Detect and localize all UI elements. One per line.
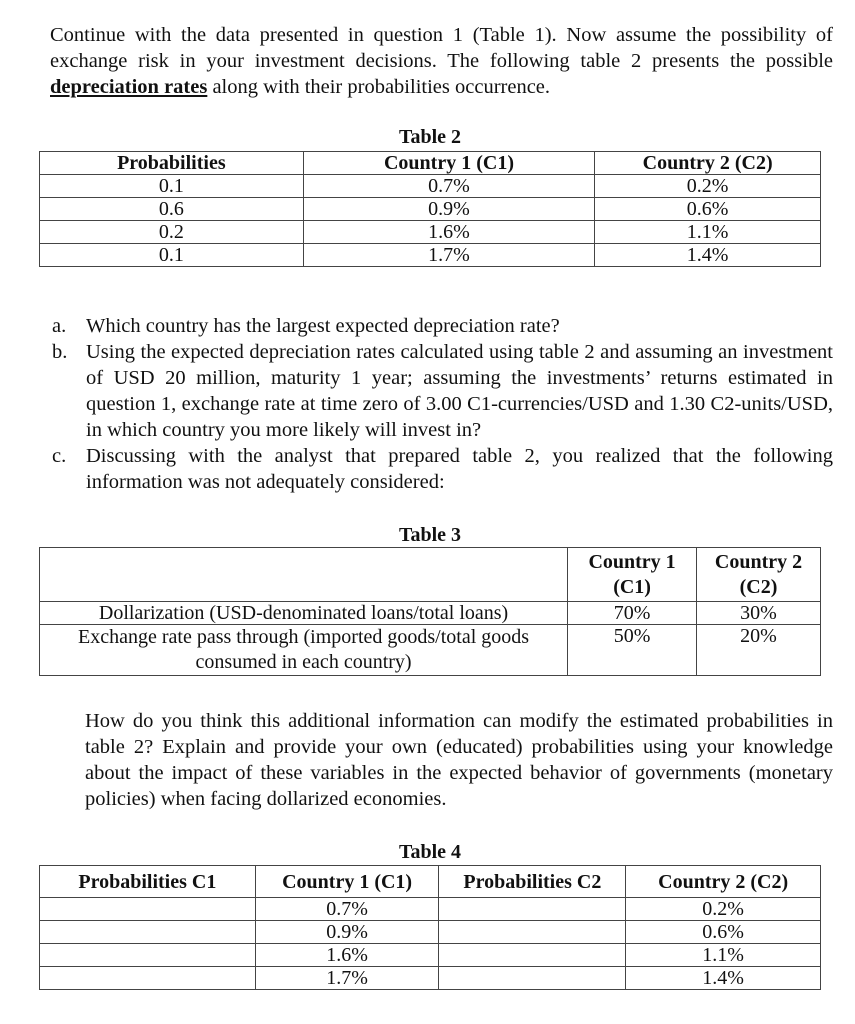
cell: 30% — [697, 602, 821, 625]
cell: 1.1% — [595, 221, 821, 244]
intro-emphasis: depreciation rates — [50, 76, 208, 98]
cell: 0.2% — [595, 175, 821, 198]
table-row — [40, 625, 821, 676]
cell: 1.4% — [595, 244, 821, 267]
table3-header: Country 2 (C2) — [697, 548, 821, 602]
question-c — [52, 443, 833, 495]
table4 — [39, 865, 821, 990]
intro-text-end: along with their probabilities occurrence. — [207, 76, 551, 98]
table4-header: Probabilities C2 — [439, 866, 626, 898]
table4-header: Country 1 (C1) — [255, 866, 439, 898]
table-row — [40, 898, 821, 921]
cell: 0.9% — [303, 198, 595, 221]
cell: 0.9% — [255, 921, 439, 944]
followup-paragraph — [85, 708, 833, 812]
table3 — [39, 547, 821, 676]
table3-header: Country 1 (C1) — [568, 548, 697, 602]
table4-header-row — [40, 866, 821, 898]
table2-header: Country 1 (C1) — [303, 152, 595, 175]
question-list — [52, 313, 833, 495]
cell: 0.7% — [255, 898, 439, 921]
cell-empty[interactable] — [439, 944, 626, 967]
cell-empty[interactable] — [40, 967, 256, 990]
cell: 0.1 — [40, 175, 304, 198]
table-row — [40, 198, 821, 221]
cell: 0.7% — [303, 175, 595, 198]
list-marker: b. — [52, 341, 68, 363]
cell-empty[interactable] — [40, 921, 256, 944]
table-row — [40, 244, 821, 267]
cell-empty[interactable] — [439, 967, 626, 990]
cell: 1.6% — [303, 221, 595, 244]
table3-caption: Table 3 — [398, 524, 462, 546]
cell-empty[interactable] — [40, 944, 256, 967]
cell: 50% — [568, 625, 697, 676]
cell-empty[interactable] — [439, 921, 626, 944]
question-text: Using the expected depreciation rates calculated using table 2 and assuming an investment of USD 20 million, maturity 1 year; assuming the investments’ returns estimated in question 1, exchange rate at time zero of 3.00 C1-currencies/USD and 1.30 C2-units/USD, in which country you more likely will invest in? — [86, 341, 833, 441]
table-row — [40, 175, 821, 198]
table2 — [39, 151, 821, 267]
table2-header: Probabilities — [40, 152, 304, 175]
table-row — [40, 944, 821, 967]
question-b — [52, 339, 833, 443]
cell: 20% — [697, 625, 821, 676]
cell: 1.6% — [255, 944, 439, 967]
table4-header: Country 2 (C2) — [626, 866, 821, 898]
cell: 0.6 — [40, 198, 304, 221]
cell: 0.1 — [40, 244, 304, 267]
table2-header: Country 2 (C2) — [595, 152, 821, 175]
cell: 1.4% — [626, 967, 821, 990]
cell: 0.2% — [626, 898, 821, 921]
table2-caption: Table 2 — [398, 126, 462, 148]
table-row — [40, 921, 821, 944]
cell-empty[interactable] — [439, 898, 626, 921]
cell: Dollarization (USD-denominated loans/total loans) — [40, 602, 568, 625]
question-a — [52, 313, 833, 339]
cell-empty[interactable] — [40, 898, 256, 921]
cell: 1.7% — [303, 244, 595, 267]
intro-paragraph — [50, 22, 833, 100]
followup-text: How do you think this additional information can modify the estimated probabilities in table 2? Explain and provide your own (educated) probabilities using your knowledge about the impact of these variables in the expected behavior of governments (monetary policies) when facing dollarized economies. — [85, 710, 833, 810]
cell: 1.7% — [255, 967, 439, 990]
question-text: Which country has the largest expected depreciation rate? — [86, 315, 560, 337]
table2-header-row — [40, 152, 821, 175]
cell: 0.6% — [626, 921, 821, 944]
table-row — [40, 967, 821, 990]
table3-header-row — [40, 548, 821, 602]
intro-text: Continue with the data presented in question 1 (Table 1). Now assume the possibility of exchange risk in your investment decisions. The following table 2 presents the possible — [50, 24, 833, 72]
list-marker: a. — [52, 315, 67, 337]
table-row — [40, 602, 821, 625]
cell: 0.2 — [40, 221, 304, 244]
list-marker: c. — [52, 445, 67, 467]
question-text: Discussing with the analyst that prepared table 2, you realized that the following information was not adequately considered: — [86, 445, 833, 493]
cell: 70% — [568, 602, 697, 625]
table4-caption: Table 4 — [398, 841, 462, 863]
table3-header — [40, 548, 568, 602]
table4-header: Probabilities C1 — [40, 866, 256, 898]
table-row — [40, 221, 821, 244]
cell: Exchange rate pass through (imported goods/total goods consumed in each country) — [40, 625, 568, 676]
cell: 1.1% — [626, 944, 821, 967]
cell: 0.6% — [595, 198, 821, 221]
